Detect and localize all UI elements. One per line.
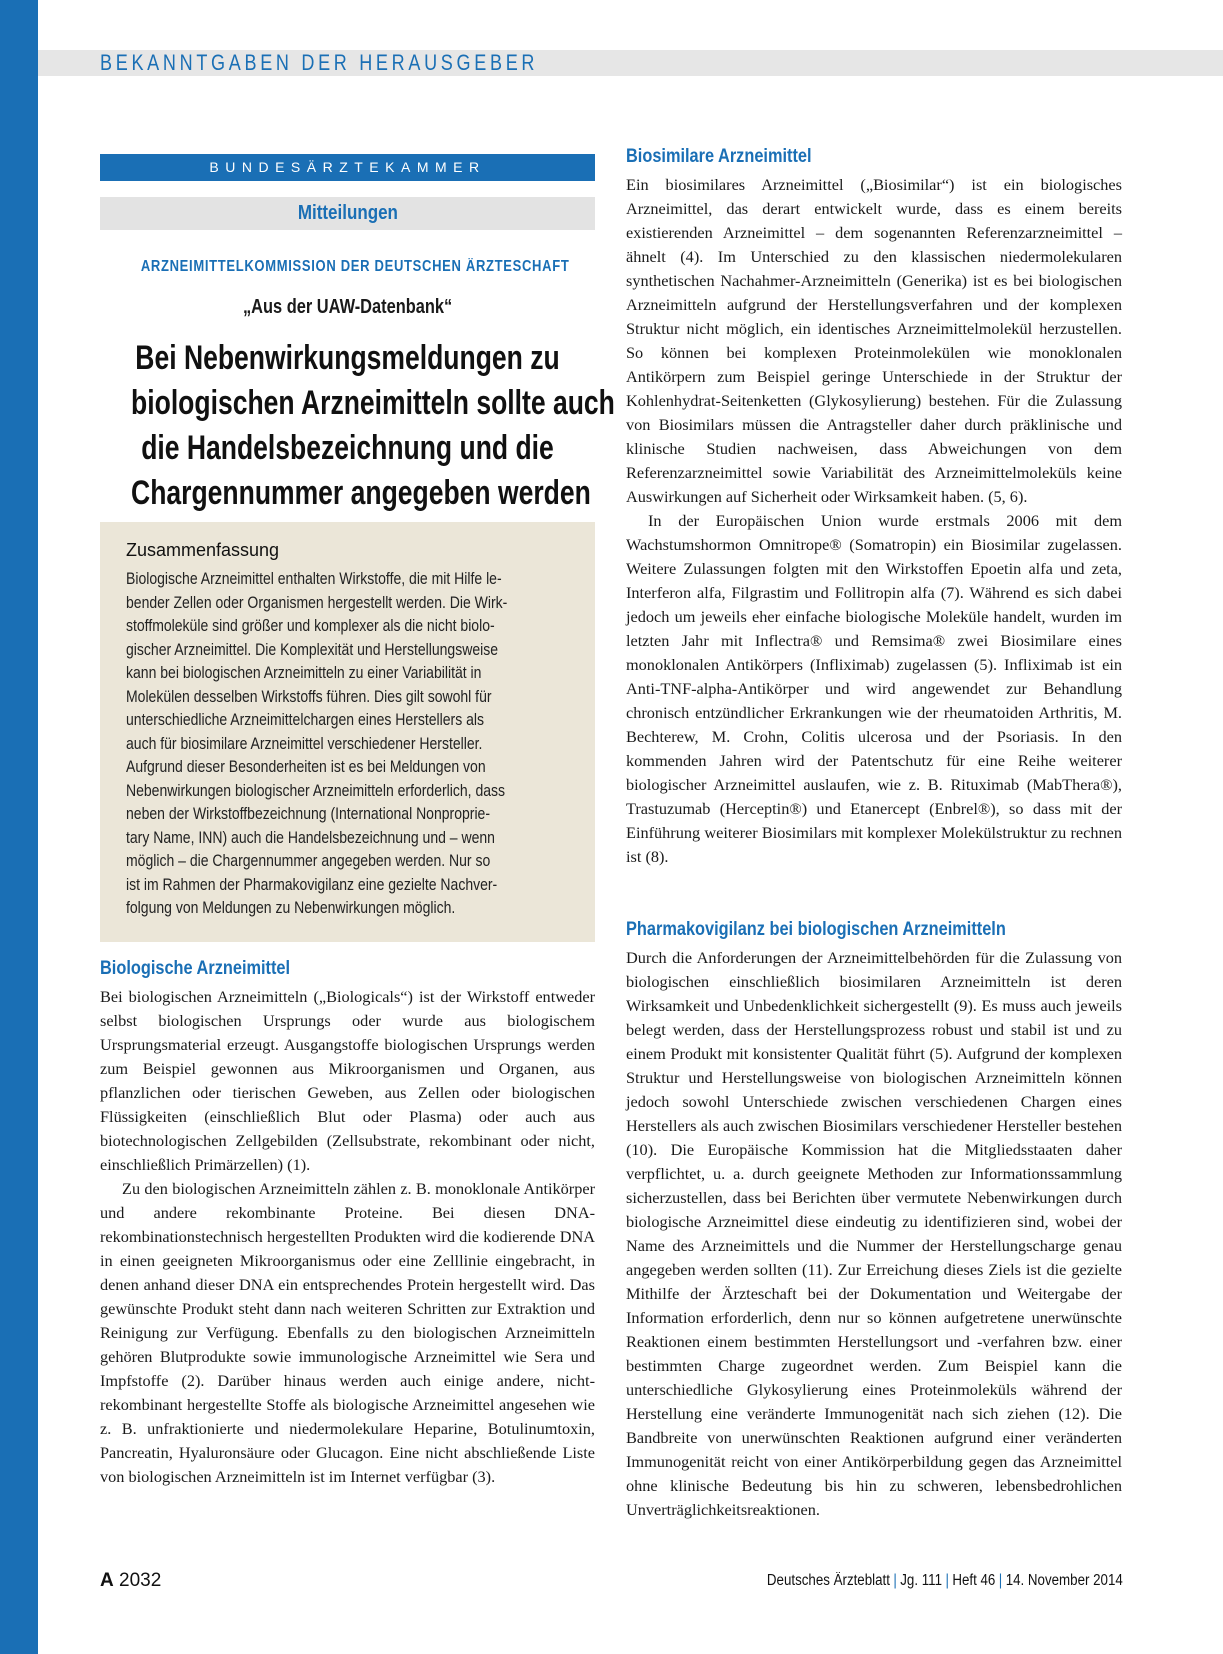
summary-line: gischer Arzneimittel. Die Komplexität und Herstellungsweise	[126, 640, 499, 659]
journal-volume: Jg. 111	[900, 1572, 943, 1589]
summary-line: neben der Wirkstoffbezeichnung (International Nonproprie-	[126, 805, 491, 823]
summary-line: tary Name, INN) auch die Handelsbezeichnung und – wenn	[126, 828, 495, 847]
series-label: „Aus der UAW-Datenbank“	[242, 296, 453, 318]
column-left	[100, 985, 595, 1489]
summary-line: Aufgrund dieser Besonderheiten ist es bei Meldungen von	[126, 758, 486, 776]
headline-line: Chargennummer angegeben werden	[131, 474, 591, 512]
column-right-bottom	[626, 946, 1122, 1522]
article-headline	[70, 336, 625, 516]
journal-issue: Heft 46	[952, 1572, 996, 1589]
organization-bar	[100, 154, 595, 181]
organization-label: BUNDESÄRZTEKAMMER	[209, 159, 486, 175]
column-right-top	[626, 173, 1122, 869]
commission-label: ARZNEIMITTELKOMMISSION DER DEUTSCHEN ÄRZTESCHAFT	[140, 258, 570, 275]
paragraph: In der Europäischen Union wurde erstmals 2006 mit dem Wachstumshormon Omnitrope® (Somatropin) ein Biosimilar zugelassen. Weitere Zulassungen folgten mit den Wirkstoffen Epoetin alfa und zeta, Interferon alfa, Filgrastim und Follitropin alfa (7). Während es sich dabei jedoch um jeweils eher einfache biologische Moleküle handelt, wurden im letzten Jahr mit Inflectra® und Remsima® zwei Biosimilare eines monoklonalen Antikörpers (Infliximab) zugelassen (5). Infliximab ist ein Anti-TNF-alpha-Antikörper und wird angewendet zur Behandlung chronisch entzündlicher Erkrankungen wie der rheumatoiden Arthritis, M. Bechterew, M. Crohn, Colitis ulcerosa und der Psoriasis. In den kommenden Jahren wird der Patentschutz für eine Reihe weiterer biologischer Arzneimittel auslaufen, wie z. B. Rituximab (MabThera®), Trastuzumab (Herceptin®) und Etanercept (Enbrel®), so dass mit der Einführung weiterer Biosimilars mit komplexer Molekülstruktur zu rechnen ist (8).	[626, 511, 1122, 866]
summary-line: Nebenwirkungen biologischer Arzneimitteln erforderlich, dass	[126, 781, 506, 800]
summary-line: folgung von Meldungen zu Nebenwirkungen möglich.	[126, 899, 456, 917]
paragraph: Durch die Anforderungen der Arzneimittelbehörden für die Zulassung von biologischen einschließlich biosimilaren Arzneimitteln ist deren Wirksamkeit und Unbedenklichkeit sichergestellt (9). Es muss auch jeweils belegt werden, dass der Herstellungsprozess robust und stabil ist und zu einem Produkt mit konsistenter Qualität führt (5). Aufgrund der komplexen Struktur und Herstellungsweise von biologischen Arzneimitteln können jedoch sowohl Unterschiede zwischen verschiedenen Chargen eines Herstellers als auch zwischen Biosimilars verschiedener Hersteller bestehen (10). Die Europäische Kommission hat die Mitgliedsstaaten daher verpflichtet, u. a. durch geeignete Methoden zur Informationssammlung sicherzustellen, dass bei Berichten über vermutete Nebenwirkungen durch biologische Arzneimittel diese eindeutig zu identifizieren sind, wobei der Name des Arzneimittels und die Nummer der Herstellungscharge genau angegeben werden sollten (11). Zur Erreichung dieses Ziels ist die gezielte Mithilfe der Ärzteschaft bei der Dokumentation und Weitergabe der Information erforderlich, denn nur so können aufgetretene unerwünschte Reaktionen einem bestimmten Herstellungsort und -verfahren bzw. einer bestimmten Charge zugeordnet werden. Zum Beispiel kann die unterschiedliche Glykosylierung eines Proteinmoleküls während der Herstellung eine veränderte Immunogenität nach sich ziehen (12). Die Bandbreite von unerwünschten Reaktionen aufgrund einer veränderten Immunogenität reicht von einer Antikörperbildung gegen das Arzneimittel ohne klinische Bedeutung bis hin zu schweren, lebensbedrohlichen Unverträglichkeitsreaktionen.	[626, 948, 1122, 1519]
summary-body	[126, 568, 566, 921]
section-header: BEKANNTGABEN DER HERAUSGEBER	[100, 50, 539, 75]
category-bar	[100, 197, 595, 230]
category-label: Mitteilungen	[297, 202, 398, 224]
left-accent-bar	[0, 0, 38, 1654]
summary-line: ist im Rahmen der Pharmakovigilanz eine gezielte Nachver-	[126, 875, 498, 894]
journal-name: Deutsches Ärzteblatt	[767, 1572, 891, 1589]
summary-line: auch für biosimilare Arzneimittel verschiedener Hersteller.	[126, 734, 483, 753]
summary-line: kann bei biologischen Arzneimitteln zu einer Variabilität in	[126, 664, 482, 682]
summary-line: möglich – die Chargennummer angegeben werden. Nur so	[126, 852, 491, 870]
heading-pharmakovigilanz: Pharmakovigilanz bei biologischen Arzneimitteln	[626, 919, 1006, 940]
paragraph: Ein biosimilares Arzneimittel („Biosimilar“) ist ein biologisches Arzneimittel, das derart entwickelt wurde, dass es einem bereits existierenden Arzneimittel – dem sogenannten Referenzarzneimittel – ähnelt (4). Im Unterschied zu den klassischen niedermolekularen synthetischen Nachahmer-Arzneimitteln (Generika) ist es bei biologischen Arzneimitteln aufgrund der Herstellungsverfahren und der komplexen Struktur nicht möglich, ein identisches Arzneimittelmolekül herzustellen. So können bei komplexen Proteinmolekülen wie monoklonalen Antikörpern zum Beispiel geringe Unterschiede in der Struktur der Kohlenhydrat-Seitenketten (Glykosylierung) bestehen. Für die Zulassung von Biosimilars müssen die Antragsteller daher durch präklinische und klinische Studien nachweisen, dass Abweichungen von dem Referenzarzneimittel sowie Variabilität des Arzneimittelmoleküls keine Auswirkungen auf Sicherheit oder Wirksamkeit haben. (5, 6).	[626, 175, 1122, 506]
summary-line: Molekülen desselben Wirkstoffs führen. Dies gilt sowohl für	[126, 687, 492, 706]
headline-line: Bei Nebenwirkungsmeldungen zu	[135, 339, 560, 377]
headline-line: biologischen Arzneimitteln sollte auch	[131, 384, 615, 422]
heading-biologische: Biologische Arzneimittel	[100, 958, 291, 979]
headline-line: die Handelsbezeichnung und die	[141, 429, 554, 467]
summary-title: Zusammenfassung	[126, 540, 280, 560]
summary-line: stoffmoleküle sind größer und komplexer als die nicht biolo-	[126, 617, 495, 635]
page-number: A 2032	[100, 1570, 162, 1591]
summary-line: unterschiedliche Arzneimittelchargen eines Herstellers als	[126, 711, 485, 729]
summary-line: Biologische Arzneimittel enthalten Wirkstoffe, die mit Hilfe le-	[126, 570, 502, 588]
heading-biosimilare: Biosimilare Arzneimittel	[626, 146, 812, 167]
journal-footer: Deutsches Ärzteblatt | Jg. 111 | Heft 46 | 14. November 2014	[767, 1572, 1123, 1589]
journal-date: 14. November 2014	[1005, 1572, 1123, 1589]
paragraph: Bei biologischen Arzneimitteln („Biologicals“) ist der Wirkstoff entweder selbst biologischen Ursprungs oder wurde aus biologischem Ursprungsmaterial erzeugt. Ausgangstoffe biologischen Ursprungs werden zum Beispiel gewonnen aus Mikroorganismen und Organen, aus pflanzlichen oder tierischen Geweben, aus Zellen oder biologischen Flüssigkeiten (einschließlich Blut oder Plasma) oder auch aus biotechnologischen Zellgebilden (Zellsubstrate, rekombinant oder nicht, einschließlich Primärzellen) (1).	[100, 987, 595, 1174]
paragraph: Zu den biologischen Arzneimitteln zählen z. B. monoklonale Antikörper und andere rekombinante Proteine. Bei diesen DNA-rekombinationstechnisch hergestellten Produkten wird die kodierende DNA in einen geeigneten Mikroorganismus oder eine Zelllinie eingebracht, in denen anhand dieser DNA ein entsprechendes Protein hergestellt wird. Das gewünschte Produkt steht dann nach weiteren Schritten zur Extraktion und Reinigung zur Verfügung. Ebenfalls zu den biologischen Arzneimitteln gehören Blutprodukte sowie immunologische Arzneimittel wie Sera und Impfstoffe (2). Darüber hinaus werden auch einige andere, nicht-rekombinant hergestellte Stoffe als biologische Arzneimittel angesehen wie z. B. unfraktionierte und niedermolekulare Heparine, Botulinumtoxin, Pancreatin, Hyaluronsäure oder Glucagon. Eine nicht abschließende Liste von biologischen Arzneimitteln ist im Internet verfügbar (3).	[100, 1179, 595, 1486]
summary-line: bender Zellen oder Organismen hergestellt werden. Die Wirk-	[126, 593, 508, 612]
